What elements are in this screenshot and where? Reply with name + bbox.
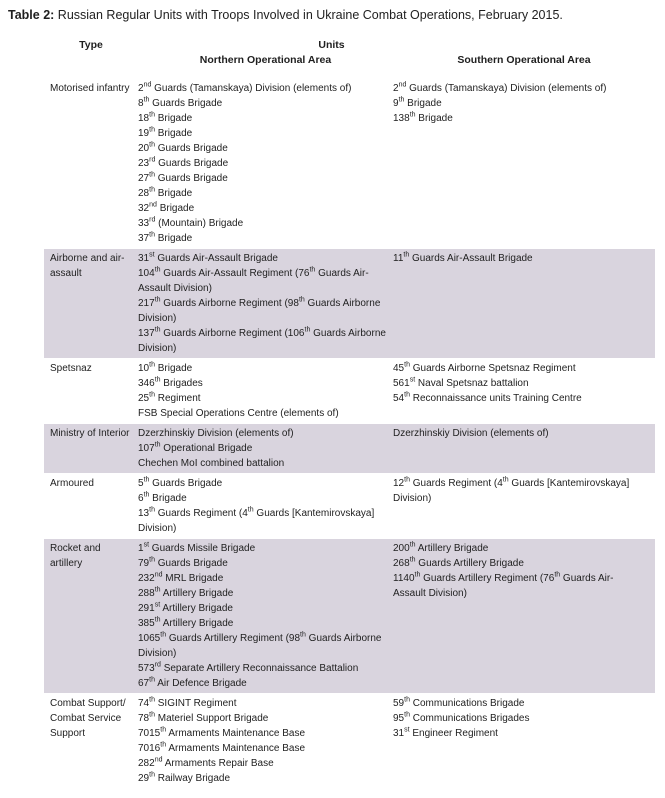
unit-line: 28th Brigade (138, 186, 193, 199)
unit-line: 13th Guards Regiment (4th Guards [Kantemirovskaya] Division) (138, 506, 375, 534)
unit-line: 7015th Armaments Maintenance Base (138, 726, 306, 739)
table-row (44, 249, 655, 358)
unit-line: 11th Guards Air-Assault Brigade (393, 251, 533, 264)
table-header-row-2 (44, 53, 655, 69)
north-units-cell (138, 81, 393, 246)
column-header-southern-area: Southern Operational Area (457, 54, 591, 66)
type-cell: Armoured (50, 478, 94, 489)
unit-line: 104th Guards Air-Assault Regiment (76th Guards Air-Assault Division) (138, 266, 369, 294)
unit-line: 200th Artillery Brigade (393, 541, 489, 554)
unit-line: 288th Artillery Brigade (138, 586, 234, 599)
unit-line: 282nd Armaments Repair Base (138, 756, 274, 769)
table-row (44, 424, 655, 473)
unit-line: 45th Guards Airborne Spetsnaz Regiment (393, 361, 576, 374)
unit-line: 9th Brigade (393, 96, 442, 109)
unit-line: 95th Communications Brigades (393, 711, 530, 724)
south-units-cell (393, 251, 655, 356)
unit-line: 54th Reconnaissance units Training Centre (393, 391, 582, 404)
table-row (44, 474, 655, 538)
type-cell: Airborne and air-assault (50, 253, 125, 279)
unit-line: 78th Materiel Support Brigade (138, 711, 269, 724)
type-cell: Spetsnaz (50, 363, 92, 374)
table-title-label: Table 2: (8, 8, 55, 22)
north-units-cell (138, 476, 393, 536)
table-row (44, 539, 655, 693)
unit-line: 385th Artillery Brigade (138, 616, 234, 629)
table-row (44, 694, 655, 788)
south-units-cell (393, 361, 655, 421)
unit-line: 5th Guards Brigade (138, 476, 223, 489)
unit-line: 25th Regiment (138, 391, 201, 404)
unit-line: 291st Artillery Brigade (138, 601, 233, 614)
unit-line: 1st Guards Missile Brigade (138, 541, 256, 554)
unit-line: 18th Brigade (138, 111, 193, 124)
type-cell: Combat Support/ Combat Service Support (50, 698, 126, 739)
column-header-units: Units (318, 39, 345, 51)
unit-line: 10th Brigade (138, 361, 193, 374)
unit-line: 7016th Armaments Maintenance Base (138, 741, 306, 754)
south-units-cell (393, 541, 655, 691)
unit-line: Dzerzhinskiy Division (elements of) (393, 428, 549, 439)
unit-line: 2nd Guards (Tamanskaya) Division (elements of) (393, 81, 607, 94)
unit-line: 107th Operational Brigade (138, 441, 253, 454)
table-body (44, 79, 655, 788)
unit-line: 1140th Guards Artillery Regiment (76th Guards Air-Assault Division) (393, 571, 614, 599)
table-row (44, 79, 655, 248)
units-table (44, 38, 655, 788)
table-title-text: Russian Regular Units with Troops Involved in Ukraine Combat Operations, February 2015. (54, 8, 563, 22)
unit-line: 232nd MRL Brigade (138, 571, 224, 584)
unit-line: 12th Guards Regiment (4th Guards [Kantemirovskaya] Division) (393, 476, 630, 504)
table-row (44, 359, 655, 423)
south-units-cell (393, 426, 655, 471)
unit-line: 561st Naval Spetsnaz battalion (393, 376, 529, 389)
unit-line: 23rd Guards Brigade (138, 156, 229, 169)
type-cell: Motorised infantry (50, 83, 130, 94)
type-cell: Ministry of Interior (50, 428, 130, 439)
north-units-cell (138, 361, 393, 421)
unit-line: 59th Communications Brigade (393, 696, 525, 709)
north-units-cell (138, 696, 393, 786)
unit-line: 29th Railway Brigade (138, 771, 231, 784)
unit-line: 573rd Separate Artillery Reconnaissance Battalion (138, 661, 359, 674)
south-units-cell (393, 81, 655, 246)
unit-line: 31st Guards Air-Assault Brigade (138, 251, 278, 264)
table-title (0, 7, 665, 23)
unit-line: 27th Guards Brigade (138, 171, 228, 184)
column-header-type: Type (79, 39, 103, 51)
unit-line: 79th Guards Brigade (138, 556, 228, 569)
table-header-row-1 (44, 38, 655, 53)
south-units-cell (393, 696, 655, 786)
unit-line: 217th Guards Airborne Regiment (98th Guards Airborne Division) (138, 296, 381, 324)
south-units-cell (393, 476, 655, 536)
unit-line: 268th Guards Artillery Brigade (393, 556, 524, 569)
north-units-cell (138, 541, 393, 691)
type-cell: Rocket and artillery (50, 543, 101, 569)
unit-line: 33rd (Mountain) Brigade (138, 216, 244, 229)
unit-line: 32nd Brigade (138, 201, 195, 214)
unit-line: 19th Brigade (138, 126, 193, 139)
unit-line: 67th Air Defence Brigade (138, 676, 247, 689)
column-header-northern-area: Northern Operational Area (199, 54, 332, 66)
unit-line: 1065th Guards Artillery Regiment (98th Guards Airborne Division) (138, 631, 382, 659)
unit-line: 2nd Guards (Tamanskaya) Division (elements of) (138, 81, 352, 94)
unit-line: 74th SIGINT Regiment (138, 696, 237, 709)
unit-line: FSB Special Operations Centre (elements of) (138, 408, 339, 419)
unit-line: 31st Engineer Regiment (393, 726, 498, 739)
unit-line: 37th Brigade (138, 231, 193, 244)
unit-line: 20th Guards Brigade (138, 141, 228, 154)
unit-line: Chechen MoI combined battalion (138, 458, 285, 469)
unit-line: 137th Guards Airborne Regiment (106th Guards Airborne Division) (138, 326, 386, 354)
unit-line: 6th Brigade (138, 491, 187, 504)
unit-line: 138th Brigade (393, 111, 453, 124)
unit-line: 346th Brigades (138, 376, 203, 389)
unit-line: Dzerzhinskiy Division (elements of) (138, 428, 294, 439)
north-units-cell (138, 251, 393, 356)
unit-line: 8th Guards Brigade (138, 96, 223, 109)
north-units-cell (138, 426, 393, 471)
